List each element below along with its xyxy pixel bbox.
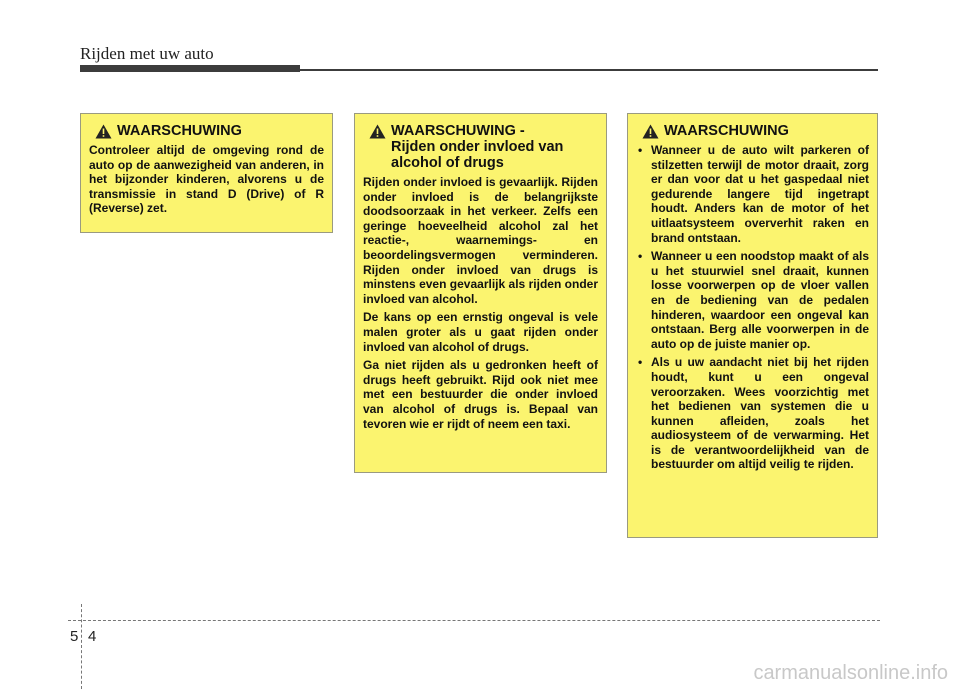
warning-title: WAARSCHUWING <box>117 123 242 139</box>
warning-box-transmission <box>80 113 333 233</box>
warning-triangle-icon <box>369 124 386 139</box>
warning-body: Controleer altijd de omgeving rond de auto op de aanwezigheid van anderen, in het bijzonder kinderen, alvorens u de transmissie in stand D (Drive) of R (Reverse) zet. <box>89 143 324 216</box>
warning-triangle-icon <box>642 124 659 139</box>
warning-paragraph: Rijden onder invloed is gevaarlijk. Rijden onder invloed is de belangrijkste doodsoorzaak in het verkeer. Zelfs een geringe hoeveelheid alcohol zal het reactie-, waarnemings- en beoordelingsvermogen verminderen. Rijden onder invloed van drugs is minstens even gevaarlijk als rijden onder invloed van alcohol. <box>363 175 598 306</box>
warning-header <box>636 123 869 139</box>
warning-header <box>363 123 598 171</box>
list-item: • Als u uw aandacht niet bij het rijden houdt, kunt u een ongeval veroorzaken. Wees voorzichtig met het bedienen van systemen die u kunnen afleiden, zoals het audiosysteem of de verwarming. Het is de verantwoordelijkheid van de bestuurder om altijd veilig te rijden. <box>636 355 869 472</box>
warning-box-alcohol-drugs <box>354 113 607 473</box>
header-rule-thin <box>300 69 878 71</box>
warning-triangle-icon <box>95 124 112 139</box>
warning-bullet-list <box>636 143 869 472</box>
list-item: • Wanneer u de auto wilt parkeren of stilzetten terwijl de motor draait, zorg er dan voor dat u het gaspedaal niet gedurende langere tijd ingetrapt houdt. Anders kan de motor of het uitlaatsysteem oververhit raken en brand ontstaan. <box>636 143 869 245</box>
footer-divider <box>81 604 82 689</box>
header-rule-thick <box>80 65 300 72</box>
section-number: 5 <box>70 628 79 645</box>
watermark: carmanualsonline.info <box>753 662 948 684</box>
footer-rule <box>68 620 880 621</box>
page-header-title: Rijden met uw auto <box>80 44 214 63</box>
warning-box-driving-safety <box>627 113 878 538</box>
warning-header <box>89 123 324 139</box>
warning-title: WAARSCHUWING <box>664 123 789 139</box>
warning-paragraph: De kans op een ernstig ongeval is vele malen groter als u gaat rijden onder invloed van alcohol of drugs. <box>363 310 598 354</box>
warning-paragraph: Ga niet rijden als u gedronken heeft of drugs heeft gebruikt. Rijd ook niet mee met een bestuurder die onder invloed van alcohol of drugs is. Bepaal van tevoren wie er rijdt of neem een taxi. <box>363 358 598 431</box>
warning-title: WAARSCHUWING - Rijden onder invloed van alcohol of drugs <box>391 123 564 171</box>
list-item: • Wanneer u een noodstop maakt of als u het stuurwiel snel draait, kunnen losse voorwerpen op de vloer vallen en de bediening van de pedalen hinderen, waardoor een ongeval kan ontstaan. Berg alle voorwerpen in de auto op de juiste manier op. <box>636 249 869 351</box>
page-number: 4 <box>88 628 97 645</box>
